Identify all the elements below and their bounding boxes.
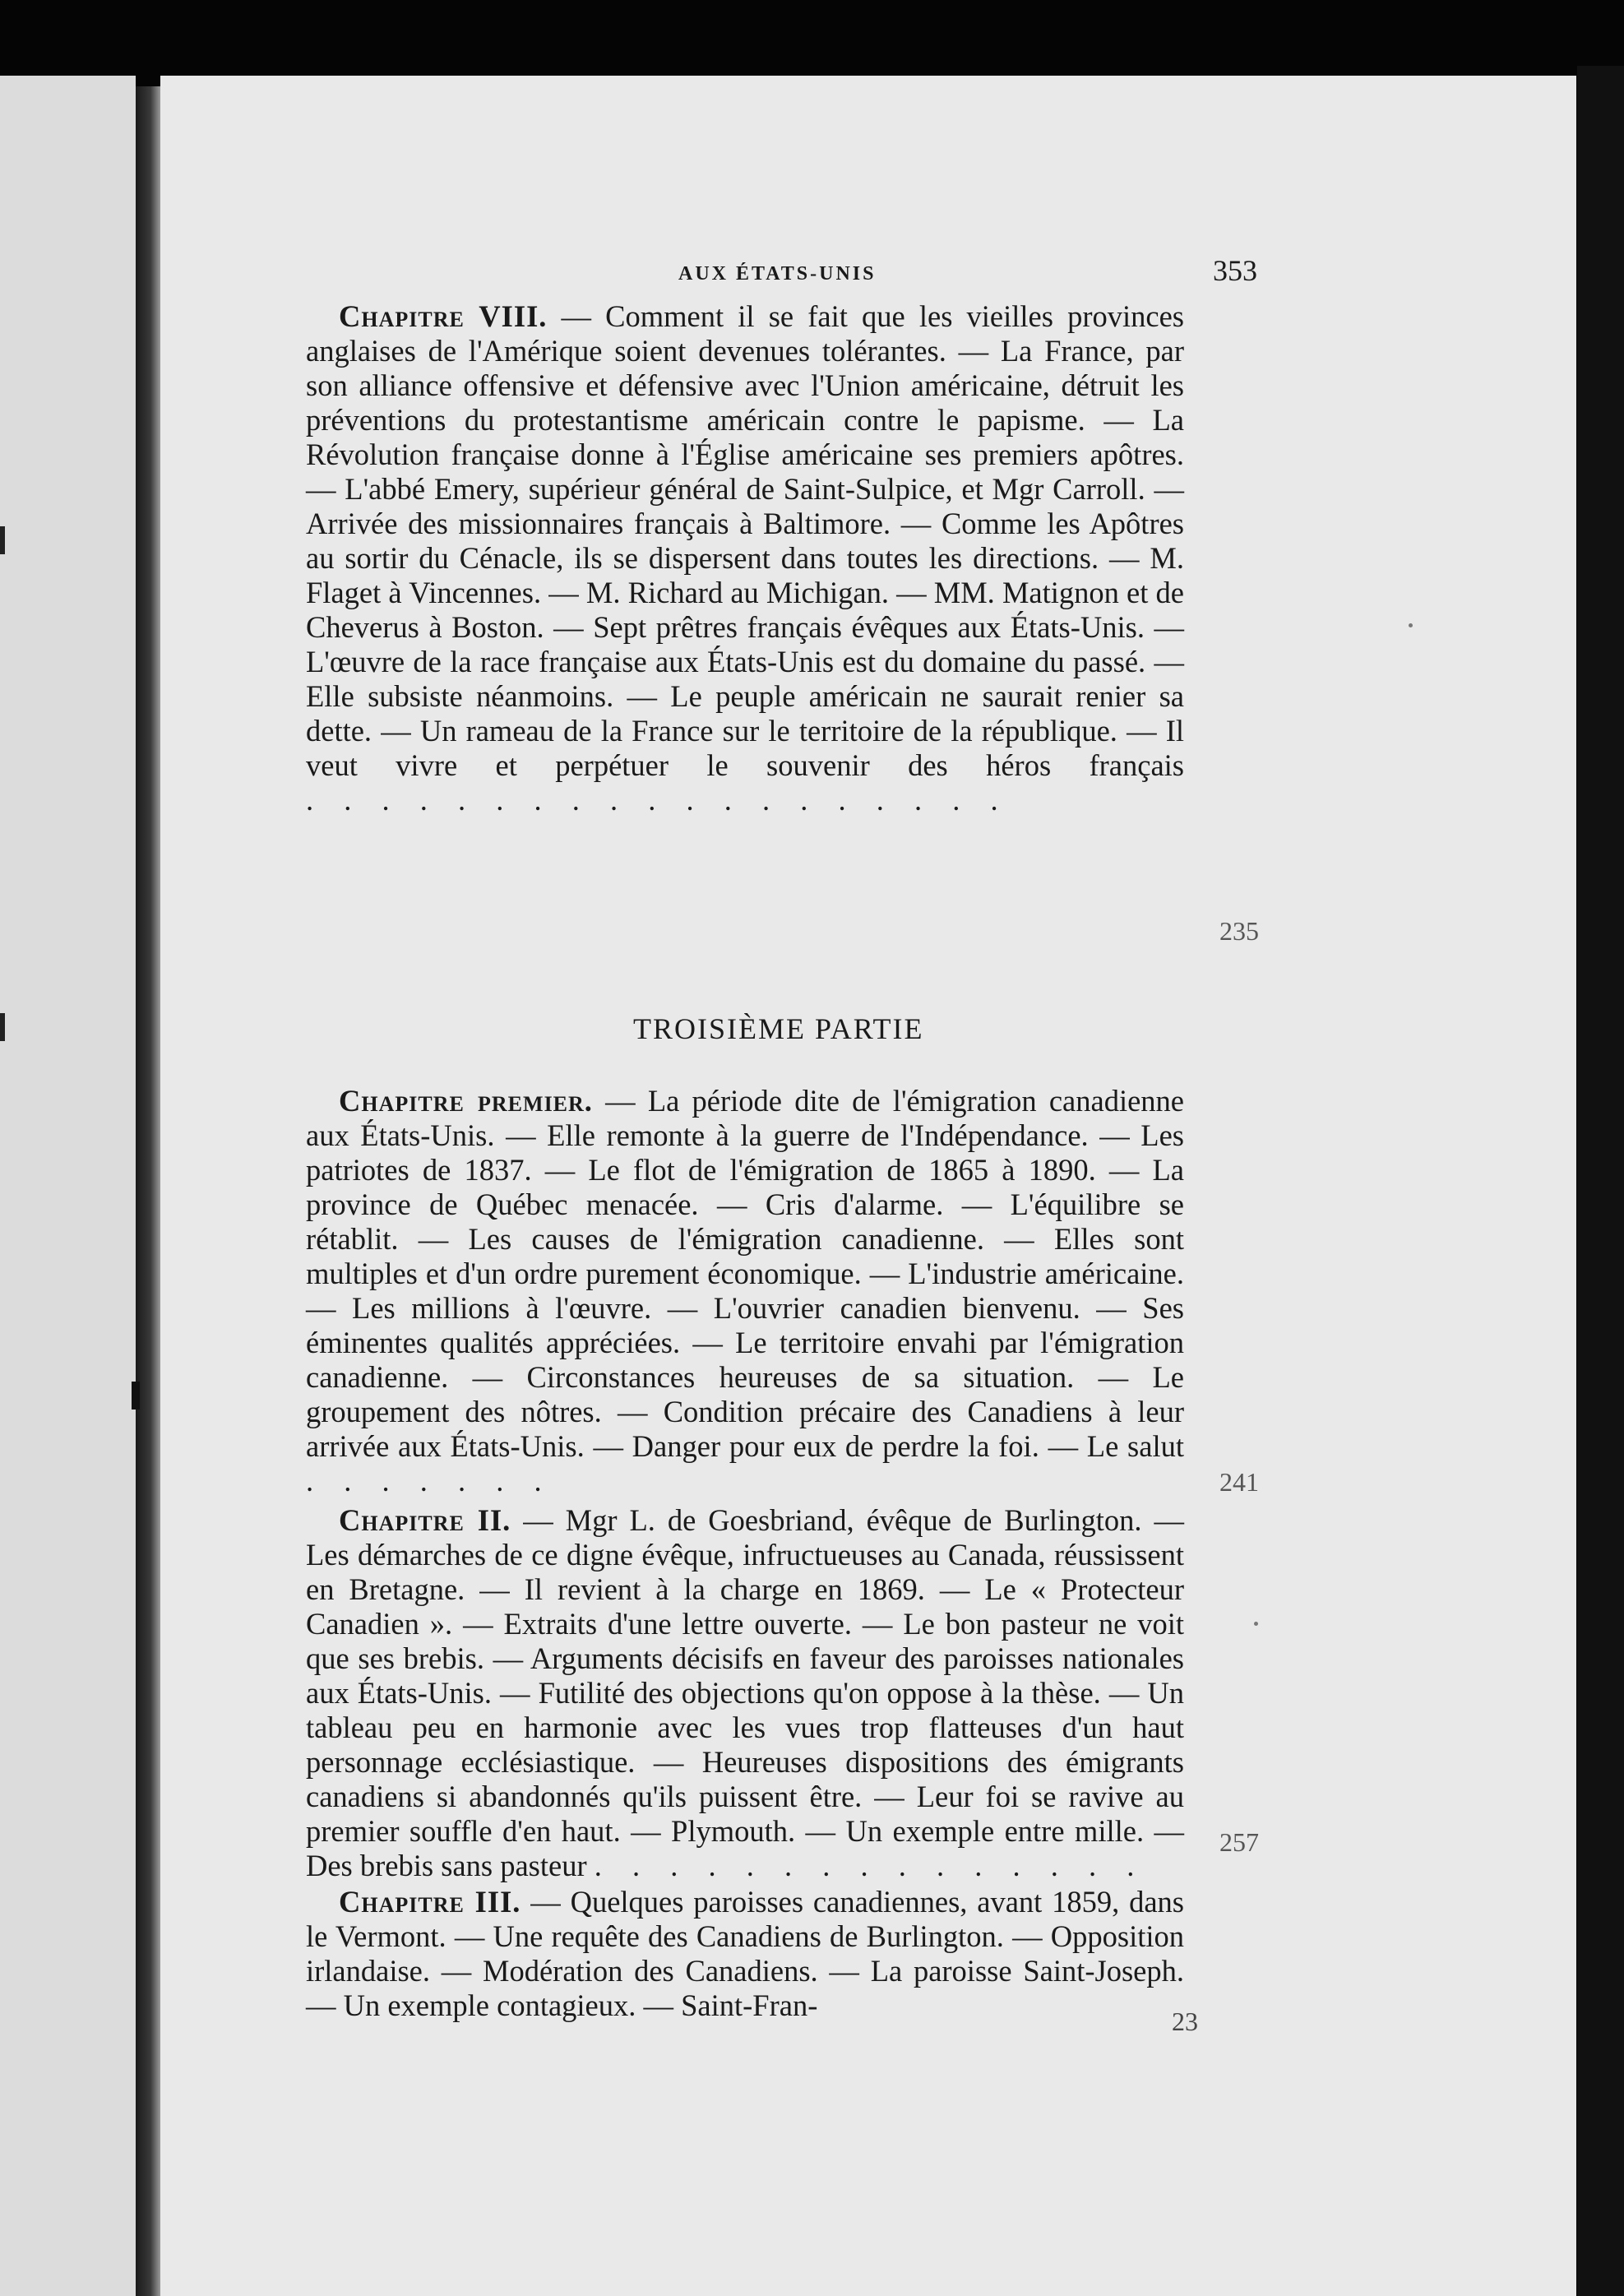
chapitre-iii-entry — [306, 1885, 1184, 2023]
leader-dots: . . . . . . . — [306, 1464, 553, 1497]
page-reference: 235 — [1219, 916, 1259, 946]
dust-speck — [1254, 1622, 1258, 1626]
chapter-label: Chapitre II. — [339, 1503, 511, 1537]
chapter-summary: — Quelques paroisses canadiennes, avant 1859, dans le Vermont. — Une requête des Canadiens de Burlington. — Opposition irlandaise. — Modération des Canadiens. — La paroisse Saint-Joseph. — Un exemple contagieux. — Saint-Fran- — [306, 1885, 1184, 2022]
part-title: TROISIÈME PARTIE — [633, 1012, 924, 1045]
chapter-label: Chapitre VIII. — [339, 299, 548, 333]
chapter-label: Chapitre III. — [339, 1885, 521, 1919]
left-facing-page — [0, 76, 136, 2296]
page-reference: 257 — [1219, 1827, 1259, 1857]
scan-border — [1577, 66, 1624, 2296]
leader-dots: . . . . . . . . . . . . . . . — [594, 1849, 1146, 1882]
chapter-label: Chapitre premier. — [339, 1084, 593, 1118]
chapter-summary: — La période dite de l'émigration canadienne aux États-Unis. — Elle remonte à la guerre de l'Indépendance. — Les patriotes de 1837. — Le flot de l'émigration de 1865 à 1890. — La province de Québec menacée. — Cris d'alarme. — L'équilibre se rétablit. — Les causes de l'émigration canadienne. — Elles sont multiples et d'un ordre purement économique. — L'industrie américaine. — Les millions à l'œuvre. — L'ouvrier canadien bienvenu. — Ses éminentes qualités appréciées. — Le territoire envahi par l'émigration canadienne. — Circonstances heureuses de sa situation. — Le groupement des nôtres. — Condition précaire des Canadiens à leur arrivée aux États-Unis. — Danger pour eux de perdre la foi. — Le salut — [306, 1084, 1184, 1463]
chapitre-premier-entry — [306, 1084, 1184, 1498]
dust-speck — [1409, 623, 1413, 627]
signature-mark: 23 — [1172, 2007, 1198, 2036]
running-title: AUX ÉTATS-UNIS — [678, 263, 877, 285]
chapitre-ii-entry — [306, 1503, 1184, 1883]
chapter-summary: — Mgr L. de Goesbriand, évêque de Burlington. — Les démarches de ce digne évêque, infructueuses au Canada, réussissent en Bretagne. — Il revient à la charge en 1869. — Le « Protecteur Canadien ». — Extraits d'une lettre ouverte. — Le bon pasteur ne voit que ses brebis. — Arguments décisifs en faveur des paroisses nationales aux États-Unis. — Futilité des objections qu'on oppose à la thèse. — Un tableau peu en harmonie avec les vues trop flatteuses d'un haut personnage ecclésiastique. — Heureuses dispositions des émigrants canadiens si abandonnés qu'ils puissent être. — Leur foi se ravive au premier souffle d'en haut. — Plymouth. — Un exemple entre mille. — Des brebis sans pasteur — [306, 1503, 1184, 1882]
leader-dots: . . . . . . . . . . . . . . . . . . . — [306, 783, 1010, 817]
page-number: 353 — [1213, 254, 1257, 287]
chapter-viii-entry — [306, 299, 1184, 817]
chapter-summary: — Comment il se fait que les vieilles provinces anglaises de l'Amérique soient devenues tolérantes. — La France, par son alliance offensive et défensive avec l'Union américaine, détruit les préventions du protestantisme américain contre le papisme. — La Révolution française donne à l'Église américaine ses premiers apôtres. — L'abbé Emery, supérieur général de Saint-Sulpice, et Mgr Carroll. — Arrivée des missionnaires français à Baltimore. — Comme les Apôtres au sortir du Cénacle, ils se dispersent dans toutes les directions. — M. Flaget à Vincennes. — M. Richard au Michigan. — MM. Matignon et de Cheverus à Boston. — Sept prêtres français évêques aux États-Unis. — L'œuvre de la race française aux États-Unis est du domaine du passé. — Elle subsiste néanmoins. — Le peuple américain ne saurait renier sa dette. — Un rameau de la France sur le territoire de la république. — Il veut vivre et perpétuer le souvenir des héros français — [306, 299, 1185, 782]
edge-mark — [0, 1013, 5, 1041]
edge-mark — [0, 526, 5, 554]
book-page — [160, 76, 1576, 2296]
gutter-mark — [132, 1382, 140, 1410]
book-gutter — [136, 86, 160, 2296]
page-reference: 241 — [1219, 1467, 1259, 1497]
